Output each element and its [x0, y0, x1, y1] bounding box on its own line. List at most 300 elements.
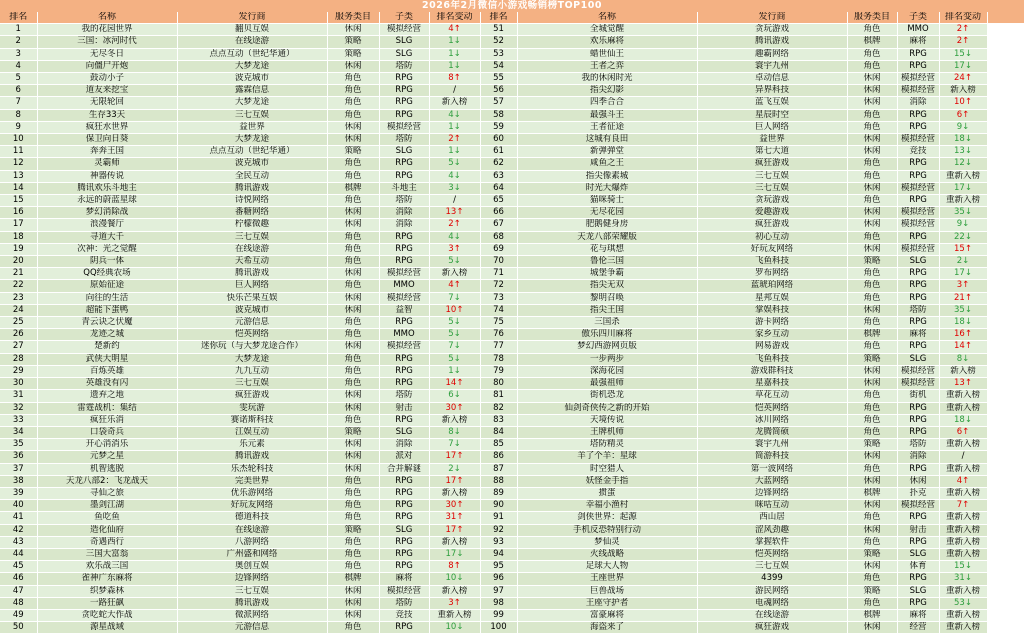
cell-name: 鱼吃鱼 — [37, 512, 177, 524]
cell-change: 18↓ — [939, 317, 987, 329]
cell-publisher: 全民互动 — [177, 170, 327, 182]
cell-publisher: 游卡网络 — [697, 317, 847, 329]
cell-publisher: 在线途游 — [177, 36, 327, 48]
cell-name: QQ经典农场 — [37, 268, 177, 280]
table-row — [0, 48, 1024, 60]
cell-subtype: 麻将 — [379, 573, 429, 585]
cell-rank: 59 — [480, 121, 517, 133]
cell-subtype: SLG — [897, 585, 939, 597]
cell-rank: 6 — [0, 85, 37, 97]
table-row — [0, 365, 1024, 377]
cell-publisher: 大梦龙途 — [177, 353, 327, 365]
cell-rank: 97 — [480, 585, 517, 597]
cell-name: 梦幻西游网页版 — [517, 341, 697, 353]
cell-rank: 60 — [480, 134, 517, 146]
cell-rank: 64 — [480, 182, 517, 194]
cell-publisher: 元游信息 — [177, 317, 327, 329]
cell-change: 15↑ — [939, 243, 987, 255]
cell-name: 王牌机师 — [517, 426, 697, 438]
cell-change: 10↓ — [429, 573, 480, 585]
cell-rank: 80 — [480, 378, 517, 390]
row-spacer — [987, 463, 1024, 475]
cell-category: 休闲 — [847, 182, 897, 194]
cell-name: 腾讯欢乐斗地主 — [37, 182, 177, 194]
cell-subtype: 塔防 — [897, 304, 939, 316]
table-row — [0, 73, 1024, 85]
cell-subtype: RPG — [379, 500, 429, 512]
cell-category: 角色 — [847, 280, 897, 292]
cell-subtype: 模拟经营 — [897, 207, 939, 219]
cell-publisher: 恺英网络 — [177, 329, 327, 341]
cell-rank: 1 — [0, 24, 37, 36]
cell-rank: 41 — [0, 512, 37, 524]
cell-rank: 72 — [480, 280, 517, 292]
cell-subtype: SLG — [379, 48, 429, 60]
cell-category: 角色 — [847, 268, 897, 280]
cell-publisher: 寰宇九州 — [697, 60, 847, 72]
cell-subtype: MMO — [379, 280, 429, 292]
cell-name: 全城觉醒 — [517, 24, 697, 36]
cell-name: 足球大人物 — [517, 561, 697, 573]
cell-publisher: 龙腾简硕 — [697, 426, 847, 438]
cell-category: 角色 — [327, 195, 379, 207]
cell-change: 15↓ — [939, 48, 987, 60]
cell-category: 休闲 — [847, 500, 897, 512]
table-row — [0, 512, 1024, 524]
cell-publisher: 飞鱼科技 — [697, 256, 847, 268]
cell-subtype: 模拟经营 — [379, 341, 429, 353]
cell-rank: 53 — [480, 48, 517, 60]
cell-publisher: 游民网络 — [697, 585, 847, 597]
cell-publisher: 大梦龙途 — [177, 60, 327, 72]
cell-change: 1↓ — [429, 36, 480, 48]
cell-category: 角色 — [327, 109, 379, 121]
cell-name: 黎明召唤 — [517, 292, 697, 304]
cell-category: 休闲 — [327, 439, 379, 451]
cell-publisher: 星嘉科技 — [697, 378, 847, 390]
cell-change: 5↓ — [429, 353, 480, 365]
cell-rank: 99 — [480, 609, 517, 621]
cell-change: 5↓ — [429, 329, 480, 341]
table-row — [0, 195, 1024, 207]
row-spacer — [987, 414, 1024, 426]
cell-rank: 27 — [0, 341, 37, 353]
table-row — [0, 146, 1024, 158]
cell-name: 浪漫餐厅 — [37, 219, 177, 231]
row-spacer — [987, 341, 1024, 353]
table-row — [0, 134, 1024, 146]
cell-publisher: 恺英网络 — [697, 548, 847, 560]
row-spacer — [987, 329, 1024, 341]
cell-rank: 98 — [480, 597, 517, 609]
cell-publisher: 飞鱼科技 — [697, 353, 847, 365]
cell-publisher: 电魂网络 — [697, 597, 847, 609]
header-change: 排名变动 — [939, 12, 987, 24]
cell-change: 15↓ — [939, 561, 987, 573]
cell-change: 8↓ — [429, 426, 480, 438]
cell-publisher: 掌握软件 — [697, 536, 847, 548]
row-spacer — [987, 487, 1024, 499]
table-row — [0, 182, 1024, 194]
table-row — [0, 378, 1024, 390]
table-row — [0, 36, 1024, 48]
row-spacer — [987, 304, 1024, 316]
cell-category: 角色 — [327, 561, 379, 573]
cell-name: 贪吃蛇大作战 — [37, 609, 177, 621]
cell-name: 火线战略 — [517, 548, 697, 560]
cell-change: 8↑ — [429, 73, 480, 85]
cell-change: 2↑ — [939, 24, 987, 36]
cell-name: 猫咪骑士 — [517, 195, 697, 207]
cell-change: 5↓ — [429, 317, 480, 329]
cell-change: 30↑ — [429, 402, 480, 414]
cell-category: 角色 — [327, 622, 379, 634]
cell-change: 重新入榜 — [939, 402, 987, 414]
cell-publisher: 爱趣游戏 — [697, 207, 847, 219]
cell-publisher: 天希互动 — [177, 256, 327, 268]
row-spacer — [987, 439, 1024, 451]
cell-rank: 57 — [480, 97, 517, 109]
cell-publisher: 星邦互娱 — [697, 292, 847, 304]
cell-category: 休闲 — [327, 60, 379, 72]
cell-category: 休闲 — [327, 121, 379, 133]
cell-name: 王者之弈 — [517, 60, 697, 72]
row-spacer — [987, 451, 1024, 463]
cell-change: 新入榜 — [939, 85, 987, 97]
cell-change: 4↓ — [429, 170, 480, 182]
cell-category: 角色 — [847, 463, 897, 475]
cell-publisher: 九九互动 — [177, 365, 327, 377]
table-row — [0, 268, 1024, 280]
cell-name: 四季合合 — [517, 97, 697, 109]
cell-category: 休闲 — [847, 97, 897, 109]
cell-name: 蜡世仙王 — [517, 48, 697, 60]
cell-category: 策略 — [327, 524, 379, 536]
header-change: 排名变动 — [429, 12, 480, 24]
cell-subtype: RPG — [897, 573, 939, 585]
cell-subtype: RPG — [897, 426, 939, 438]
cell-name: 梦仙灵 — [517, 536, 697, 548]
cell-subtype: 塔防 — [897, 439, 939, 451]
row-spacer — [987, 573, 1024, 585]
table-row — [0, 585, 1024, 597]
cell-publisher: 三七互娱 — [177, 378, 327, 390]
cell-publisher: 疯狂游戏 — [697, 158, 847, 170]
row-spacer — [987, 134, 1024, 146]
cell-subtype: RPG — [379, 317, 429, 329]
cell-change: 新入榜 — [939, 365, 987, 377]
cell-category: 角色 — [847, 292, 897, 304]
cell-change: 2↓ — [939, 256, 987, 268]
page-title: 2026年2月微信小游戏畅销榜TOP100 — [0, 0, 1024, 12]
cell-category: 角色 — [847, 48, 897, 60]
cell-rank: 89 — [480, 487, 517, 499]
cell-subtype: RPG — [379, 243, 429, 255]
cell-name: 梦幻消除战 — [37, 207, 177, 219]
cell-change: 3↑ — [429, 243, 480, 255]
row-spacer — [987, 97, 1024, 109]
table-row — [0, 329, 1024, 341]
row-spacer — [987, 60, 1024, 72]
cell-category: 角色 — [327, 85, 379, 97]
cell-subtype: 消除 — [379, 219, 429, 231]
cell-subtype: RPG — [379, 158, 429, 170]
cell-rank: 29 — [0, 365, 37, 377]
cell-name: 我的休闲时光 — [517, 73, 697, 85]
header-category: 服务类目 — [847, 12, 897, 24]
cell-publisher: 元游信息 — [177, 622, 327, 634]
cell-rank: 83 — [480, 414, 517, 426]
cell-change: 重新入榜 — [939, 170, 987, 182]
cell-publisher: 益世界 — [697, 134, 847, 146]
cell-change: 7↓ — [429, 292, 480, 304]
cell-change: 6↑ — [939, 109, 987, 121]
cell-name: 手机反恐特别行动 — [517, 524, 697, 536]
cell-category: 角色 — [847, 231, 897, 243]
cell-publisher: 星辰时空 — [697, 109, 847, 121]
cell-name: 一步两步 — [517, 353, 697, 365]
cell-category: 棋牌 — [327, 573, 379, 585]
cell-publisher: 好玩友网络 — [177, 500, 327, 512]
cell-name: 墨剑江湖 — [37, 500, 177, 512]
cell-subtype: RPG — [379, 487, 429, 499]
cell-publisher: 大梦龙途 — [177, 134, 327, 146]
cell-category: 休闲 — [327, 304, 379, 316]
cell-rank: 23 — [0, 292, 37, 304]
cell-rank: 11 — [0, 146, 37, 158]
cell-category: 角色 — [847, 170, 897, 182]
cell-publisher: 西山居 — [697, 512, 847, 524]
cell-publisher: 腾讯游戏 — [177, 268, 327, 280]
row-spacer — [987, 585, 1024, 597]
table-row — [0, 475, 1024, 487]
cell-rank: 40 — [0, 500, 37, 512]
cell-rank: 25 — [0, 317, 37, 329]
cell-name: 永远的蔚蓝星球 — [37, 195, 177, 207]
cell-name: 这城有良田 — [517, 134, 697, 146]
cell-publisher: 三七互娱 — [697, 561, 847, 573]
table-body — [0, 24, 1024, 634]
table-row — [0, 243, 1024, 255]
cell-category: 角色 — [847, 390, 897, 402]
cell-publisher: 江娱互动 — [177, 426, 327, 438]
cell-subtype: 模拟经营 — [379, 268, 429, 280]
table-row — [0, 292, 1024, 304]
cell-category: 角色 — [847, 121, 897, 133]
cell-category: 角色 — [327, 73, 379, 85]
cell-change: 13↑ — [939, 378, 987, 390]
cell-change: 重新入榜 — [939, 548, 987, 560]
cell-publisher: 三七互娱 — [697, 182, 847, 194]
cell-subtype: 模拟经营 — [379, 121, 429, 133]
cell-name: 城堡争霸 — [517, 268, 697, 280]
table-row — [0, 170, 1024, 182]
cell-name: 次神：光之觉醒 — [37, 243, 177, 255]
cell-publisher: 广州盛和网络 — [177, 548, 327, 560]
cell-subtype: RPG — [897, 402, 939, 414]
cell-category: 角色 — [327, 475, 379, 487]
cell-rank: 43 — [0, 536, 37, 548]
cell-name: 寻仙之旅 — [37, 487, 177, 499]
cell-publisher: 完美世界 — [177, 475, 327, 487]
row-spacer — [987, 609, 1024, 621]
cell-change: 13↓ — [939, 146, 987, 158]
cell-publisher: 边锋网络 — [177, 573, 327, 585]
cell-name: 欢乐麻将 — [517, 36, 697, 48]
cell-publisher: 快乐芒果互娱 — [177, 292, 327, 304]
cell-rank: 4 — [0, 60, 37, 72]
cell-rank: 48 — [0, 597, 37, 609]
cell-name: 神器传说 — [37, 170, 177, 182]
cell-category: 策略 — [847, 256, 897, 268]
cell-subtype: RPG — [379, 512, 429, 524]
cell-name: 深海花园 — [517, 365, 697, 377]
table-row — [0, 414, 1024, 426]
table-row — [0, 219, 1024, 231]
cell-subtype: 街机 — [897, 390, 939, 402]
cell-change: 10↑ — [939, 97, 987, 109]
cell-publisher: 益世界 — [177, 121, 327, 133]
cell-publisher: 草花互动 — [697, 390, 847, 402]
cell-name: 掼蛋 — [517, 487, 697, 499]
table-row — [0, 487, 1024, 499]
cell-publisher: 柠檬微趣 — [177, 219, 327, 231]
cell-change: 新入榜 — [429, 268, 480, 280]
cell-category: 休闲 — [327, 463, 379, 475]
cell-subtype: MMO — [379, 329, 429, 341]
cell-rank: 55 — [480, 73, 517, 85]
row-spacer — [987, 158, 1024, 170]
cell-rank: 33 — [0, 414, 37, 426]
cell-change: 14↑ — [429, 378, 480, 390]
cell-rank: 82 — [480, 402, 517, 414]
cell-change: 35↓ — [939, 207, 987, 219]
cell-category: 角色 — [847, 341, 897, 353]
cell-publisher: 寰宇九州 — [697, 439, 847, 451]
table-row — [0, 317, 1024, 329]
cell-subtype: 消除 — [897, 97, 939, 109]
cell-change: 重新入榜 — [939, 390, 987, 402]
cell-subtype: 模拟经营 — [897, 134, 939, 146]
cell-name: 指尖像素城 — [517, 170, 697, 182]
cell-subtype: SLG — [379, 146, 429, 158]
cell-rank: 2 — [0, 36, 37, 48]
cell-rank: 13 — [0, 170, 37, 182]
cell-subtype: 模拟经营 — [897, 378, 939, 390]
cell-change: 5↓ — [429, 256, 480, 268]
cell-rank: 22 — [0, 280, 37, 292]
cell-name: 奔奔王国 — [37, 146, 177, 158]
cell-subtype: 扑克 — [897, 487, 939, 499]
cell-publisher: 三七互娱 — [177, 109, 327, 121]
cell-name: 龙迹之城 — [37, 329, 177, 341]
cell-category: 角色 — [327, 329, 379, 341]
cell-category: 角色 — [327, 353, 379, 365]
cell-publisher: 巨人网络 — [177, 280, 327, 292]
cell-subtype: RPG — [379, 536, 429, 548]
cell-change: 17↓ — [939, 182, 987, 194]
cell-subtype: RPG — [379, 231, 429, 243]
cell-name: 塔防精灵 — [517, 439, 697, 451]
cell-change: 31↑ — [429, 512, 480, 524]
row-spacer — [987, 182, 1024, 194]
cell-publisher: 涩风劲趣 — [697, 524, 847, 536]
row-spacer — [987, 426, 1024, 438]
cell-rank: 63 — [480, 170, 517, 182]
cell-publisher: 点点互动（世纪华通） — [177, 146, 327, 158]
cell-subtype: 塔防 — [379, 134, 429, 146]
cell-subtype: RPG — [897, 280, 939, 292]
cell-rank: 54 — [480, 60, 517, 72]
cell-subtype: SLG — [379, 426, 429, 438]
table-row — [0, 231, 1024, 243]
cell-change: 新入榜 — [429, 536, 480, 548]
cell-publisher: 赛诺斯科技 — [177, 414, 327, 426]
cell-publisher: 腾讯游戏 — [177, 597, 327, 609]
cell-rank: 77 — [480, 341, 517, 353]
cell-name: 时空猎人 — [517, 463, 697, 475]
cell-name: 富豪麻将 — [517, 609, 697, 621]
cell-name: 寻道大千 — [37, 231, 177, 243]
cell-subtype: 合并解谜 — [379, 463, 429, 475]
cell-change: 重新入榜 — [939, 463, 987, 475]
cell-subtype: RPG — [897, 60, 939, 72]
cell-subtype: 竞技 — [897, 146, 939, 158]
row-spacer — [987, 597, 1024, 609]
cell-change: 8↓ — [939, 353, 987, 365]
cell-publisher: 腾讯游戏 — [697, 36, 847, 48]
cell-rank: 81 — [480, 390, 517, 402]
cell-rank: 71 — [480, 268, 517, 280]
cell-name: 三国杀 — [517, 317, 697, 329]
cell-category: 角色 — [327, 97, 379, 109]
cell-change: 重新入榜 — [429, 609, 480, 621]
cell-name: 阴兵一体 — [37, 256, 177, 268]
cell-category: 策略 — [847, 585, 897, 597]
table-row — [0, 500, 1024, 512]
row-spacer — [987, 317, 1024, 329]
cell-rank: 34 — [0, 426, 37, 438]
table-row — [0, 609, 1024, 621]
cell-subtype: 塔防 — [379, 195, 429, 207]
cell-category: 角色 — [847, 573, 897, 585]
cell-name: 疯狂乐消 — [37, 414, 177, 426]
cell-category: 休闲 — [327, 609, 379, 621]
cell-publisher: 4399 — [697, 573, 847, 585]
row-spacer — [987, 24, 1024, 36]
row-spacer — [987, 524, 1024, 536]
cell-rank: 78 — [480, 353, 517, 365]
cell-name: 英雄没有闪 — [37, 378, 177, 390]
cell-subtype: MMO — [897, 24, 939, 36]
cell-rank: 50 — [0, 622, 37, 634]
cell-change: 4↓ — [429, 109, 480, 121]
cell-category: 休闲 — [847, 304, 897, 316]
cell-rank: 37 — [0, 463, 37, 475]
cell-name: 三国大富翁 — [37, 548, 177, 560]
cell-publisher: 游戏群科技 — [697, 365, 847, 377]
cell-name: 我的花园世界 — [37, 24, 177, 36]
cell-subtype: 麻将 — [897, 36, 939, 48]
cell-rank: 14 — [0, 182, 37, 194]
table-row — [0, 60, 1024, 72]
cell-change: 35↓ — [939, 304, 987, 316]
cell-subtype: 消除 — [379, 439, 429, 451]
header-category: 服务类目 — [327, 12, 379, 24]
cell-change: 17↓ — [939, 268, 987, 280]
cell-category: 角色 — [847, 512, 897, 524]
cell-subtype: 模拟经营 — [897, 73, 939, 85]
